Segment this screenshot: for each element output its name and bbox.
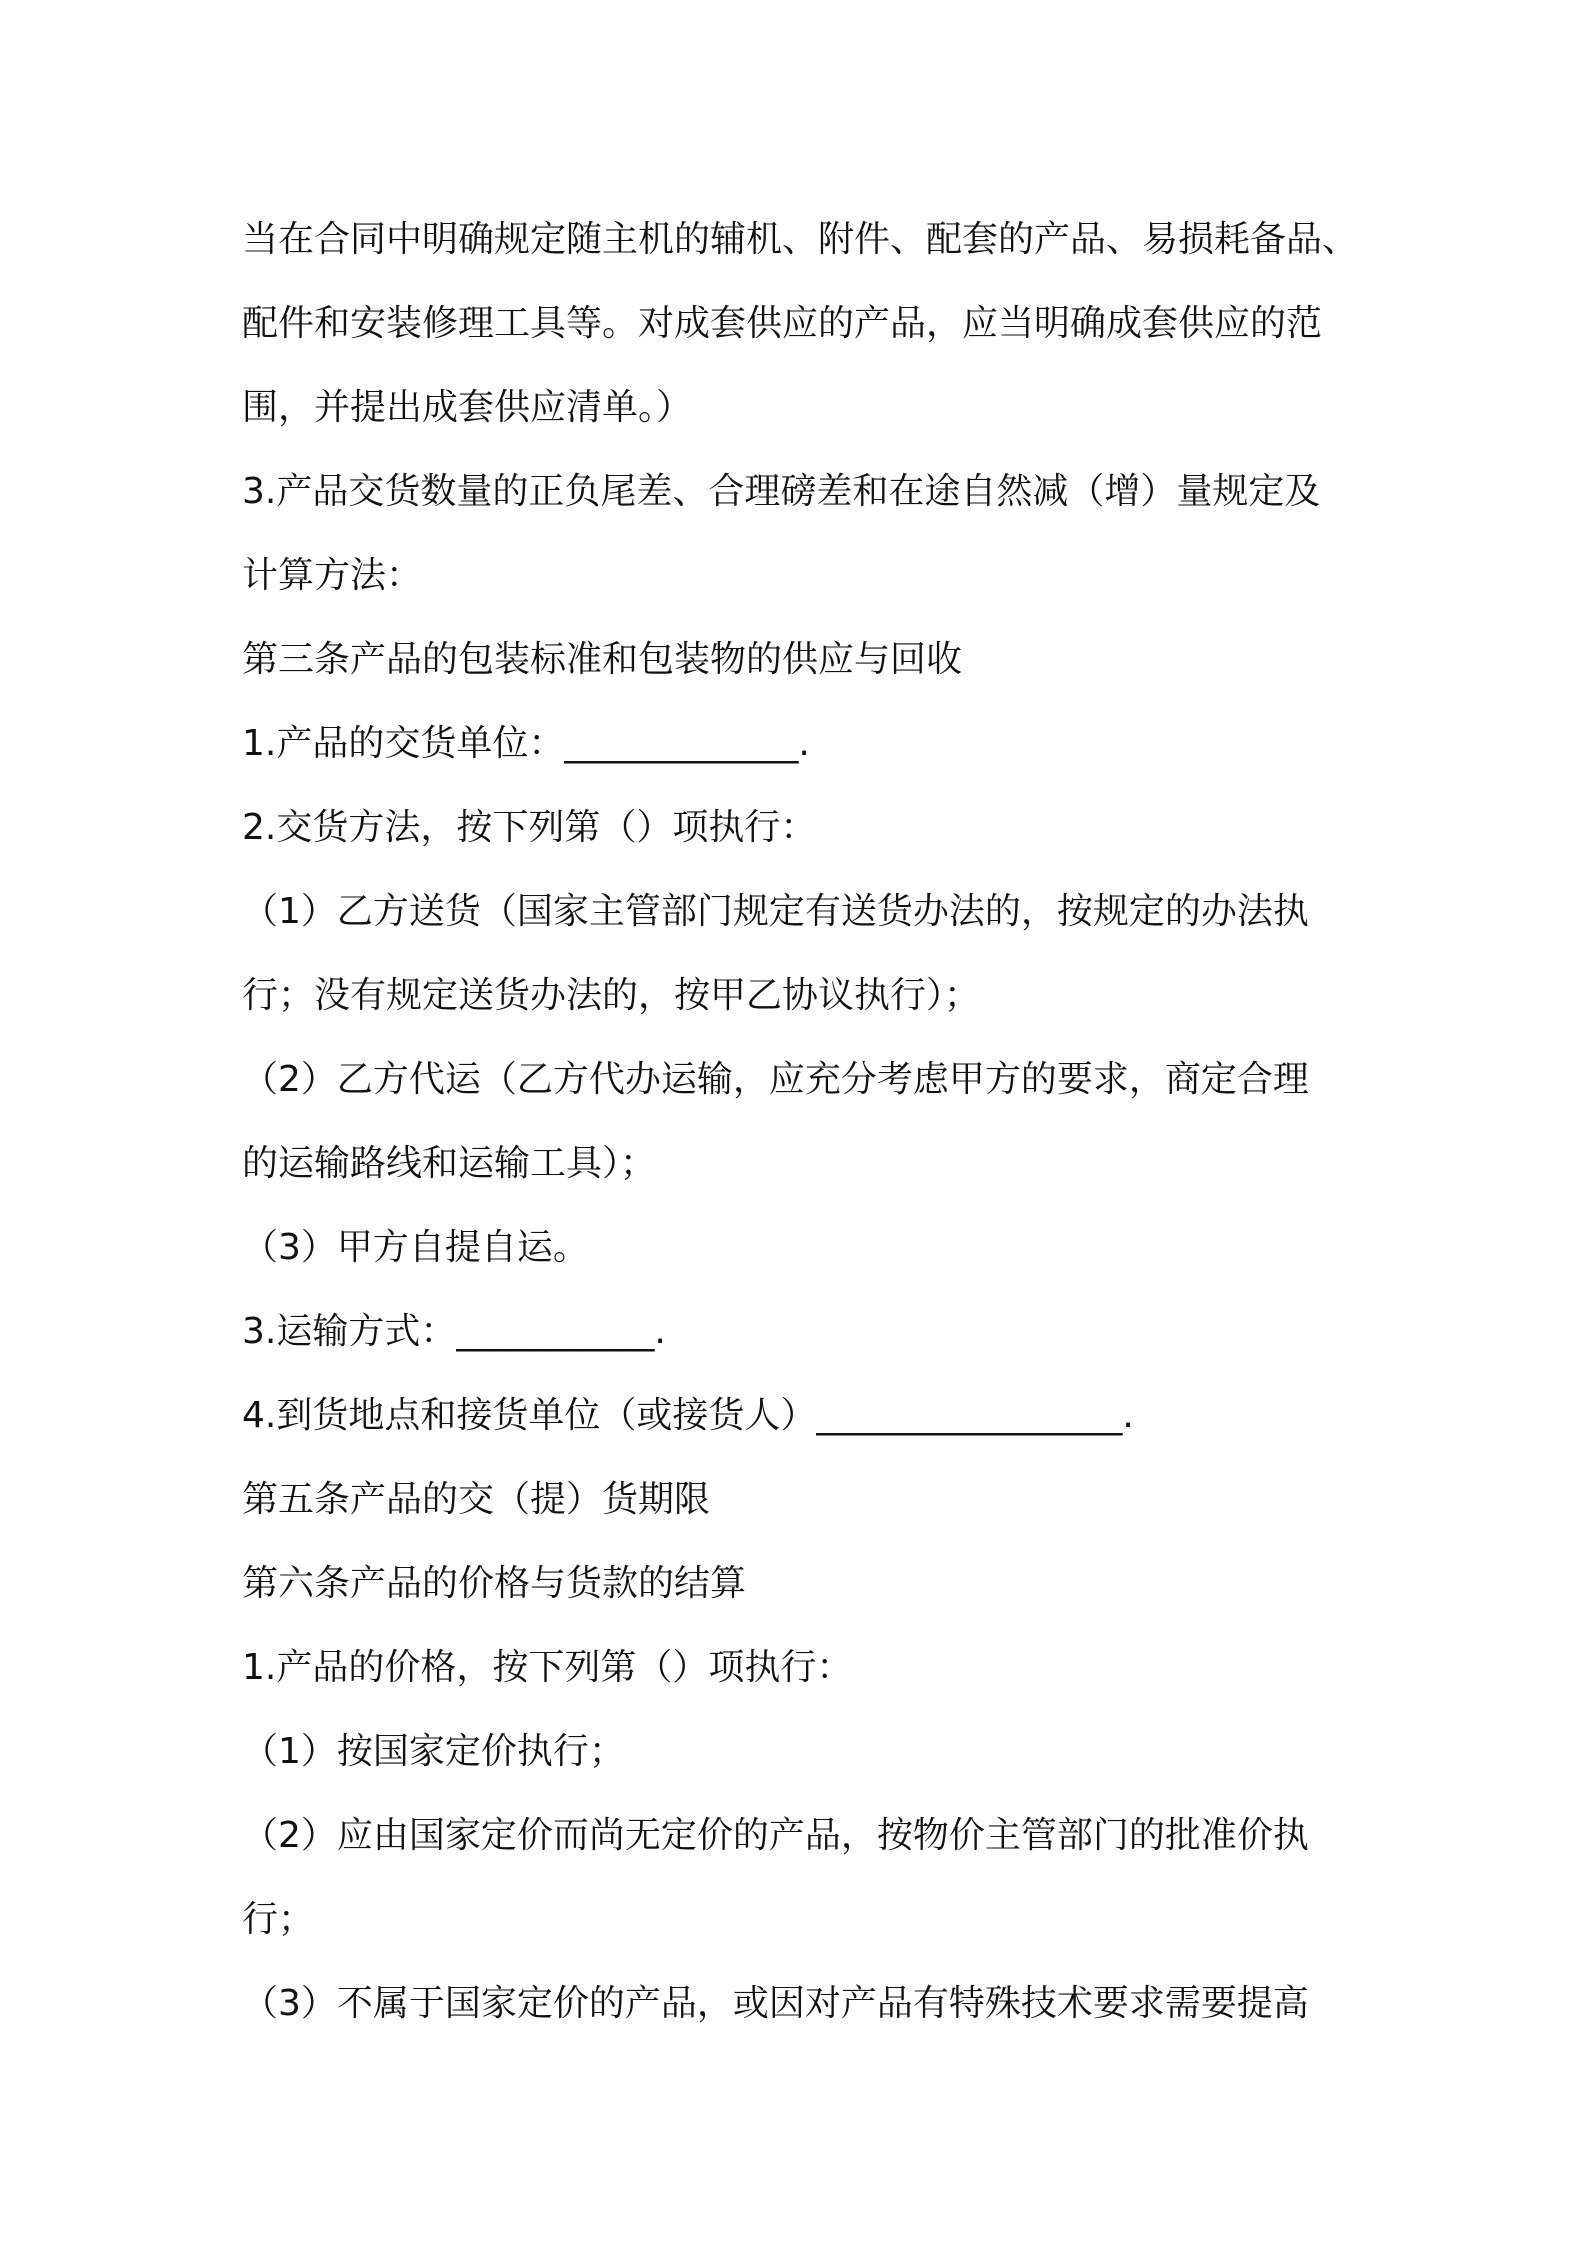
text-line: 4.到货地点和接货单位（或接货人）_________________. [242, 1395, 1134, 1436]
list-item: （1）按国家定价执行； [242, 1731, 625, 1772]
section-heading: 第三条产品的包装标准和包装物的供应与回收 [242, 639, 963, 680]
section-heading: 第六条产品的价格与货款的结算 [242, 1563, 747, 1604]
text-line: 2.交货方法，按下列第（）项执行： [242, 807, 817, 848]
list-item: （2）乙方代运（乙方代办运输，应充分考虑甲方的要求，商定合理 [242, 1059, 1309, 1100]
text-line: 围，并提出成套供应清单。） [242, 387, 693, 428]
text-line: 配件和安装修理工具等。对成套供应的产品，应当明确成套供应的范 [242, 303, 1323, 344]
text-line: 计算方法： [242, 555, 423, 596]
list-item: （1）乙方送货（国家主管部门规定有送货办法的，按规定的办法执 [242, 891, 1309, 932]
text-line: 3.运输方式：___________. [242, 1311, 666, 1352]
text-line: 3.产品交货数量的正负尾差、合理磅差和在途自然减（增）量规定及 [242, 471, 1321, 512]
text-line: 行；没有规定送货办法的，按甲乙协议执行）； [242, 975, 981, 1016]
text-line: 1.产品的交货单位：_____________. [242, 723, 810, 764]
list-item: （2）应由国家定价而尚无定价的产品，按物价主管部门的批准价执 [242, 1815, 1309, 1856]
list-item: （3）甲方自提自运。 [242, 1227, 589, 1268]
text-line: 的运输路线和运输工具）； [242, 1143, 657, 1184]
text-line: 当在合同中明确规定随主机的辅机、附件、配套的产品、易损耗备品、 [242, 219, 1359, 260]
list-item: （3）不属于国家定价的产品，或因对产品有特殊技术要求需要提高 [242, 1983, 1309, 2024]
text-line: 1.产品的价格，按下列第（）项执行： [242, 1647, 853, 1688]
contract-text-body [242, 198, 1362, 2046]
section-heading: 第五条产品的交（提）货期限 [242, 1479, 711, 1520]
text-line: 行； [242, 1899, 315, 1940]
